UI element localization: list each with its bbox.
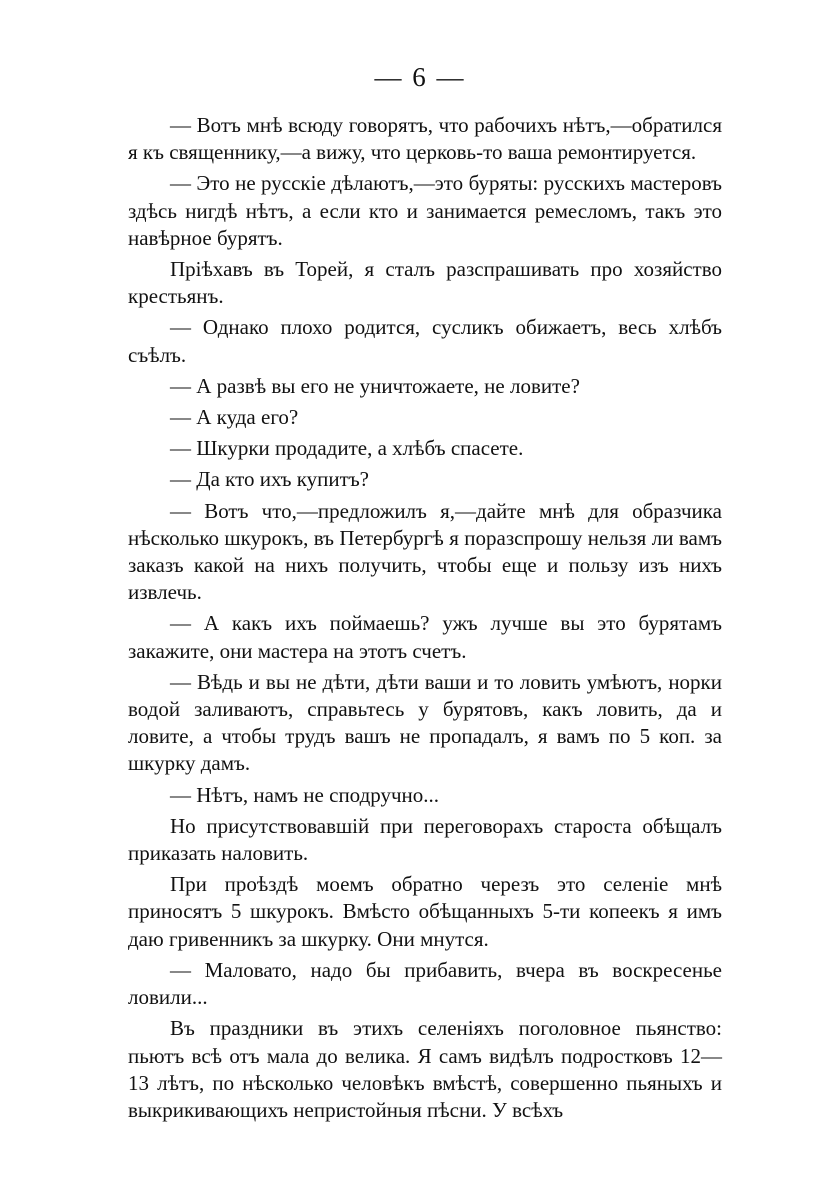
paragraph: — Да кто ихъ купитъ? xyxy=(170,467,370,492)
paragraph: При проѣздѣ моемъ обратно черезъ это селеніе мнѣ приносятъ 5 шкурокъ. Вмѣсто обѣщанныхъ 5-ти копеекъ я имъ даю гривенникъ за шкурку. Они мнутся. xyxy=(128,872,722,951)
page-body xyxy=(128,112,722,1128)
paragraph: — Шкурки продадите, а хлѣбъ спасете. xyxy=(170,436,524,461)
paragraph: — Вотъ что,—предложилъ я,—дайте мнѣ для образчика нѣсколько шкурокъ, въ Петербургѣ я поразспрошу нельзя ли вамъ заказъ какой на нихъ получить, чтобы еще и пользу изъ нихъ извлечь. xyxy=(128,498,722,605)
paragraph: — Маловато, надо бы прибавить, вчера въ воскресенье ловили... xyxy=(128,957,722,1010)
paragraph: — Вотъ мнѣ всюду говорятъ, что рабочихъ нѣтъ,—обратился я къ священнику,—а вижу, что церковь-то ваша ремонтируется. xyxy=(128,113,722,165)
paragraph: — А развѣ вы его не уничтожаете, не ловите? xyxy=(170,373,580,398)
paragraph: — Вѣдь и вы не дѣти, дѣти ваши и то ловить умѣютъ, норки водой заливаютъ, справьтесь у бурятовъ, какъ ловить, да и ловите, а чтобы трудъ вашъ не пропадалъ, я вамъ по 5 коп. за шкурку дамъ. xyxy=(128,669,722,776)
paragraph: — Нѣтъ, намъ не сподручно... xyxy=(170,782,440,807)
paragraph: — Это не русскіе дѣлаютъ,—это буряты: русскихъ мастеровъ здѣсь нигдѣ нѣтъ, а если кто и занимается ремесломъ, такъ это навѣрное бурятъ. xyxy=(128,171,722,250)
paragraph: Но присутствовавшій при переговорахъ староста обѣщалъ приказать наловить. xyxy=(128,813,722,866)
paragraph: — А какъ ихъ поймаешь? ужъ лучше вы это бурятамъ закажите, они мастера на этотъ счетъ. xyxy=(128,611,722,663)
paragraph: Пріѣхавъ въ Торей, я сталъ разспрашивать про хозяйство крестьянъ. xyxy=(128,257,722,309)
paragraph: — А куда его? xyxy=(170,405,299,430)
paragraph: — Однако плохо родится, сусликъ обижаетъ, весь хлѣбъ съѣлъ. xyxy=(128,315,722,367)
page-number: — 6 — xyxy=(374,62,466,92)
paragraph: Въ праздники въ этихъ селеніяхъ поголовное пьянство: пьютъ всѣ отъ мала до велика. Я самъ видѣлъ подростковъ 12—13 лѣтъ, по нѣсколько человѣкъ вмѣстѣ, совершенно пьяныхъ и выкрикивающихъ непристойныя пѣсни. У всѣхъ xyxy=(128,1016,722,1122)
